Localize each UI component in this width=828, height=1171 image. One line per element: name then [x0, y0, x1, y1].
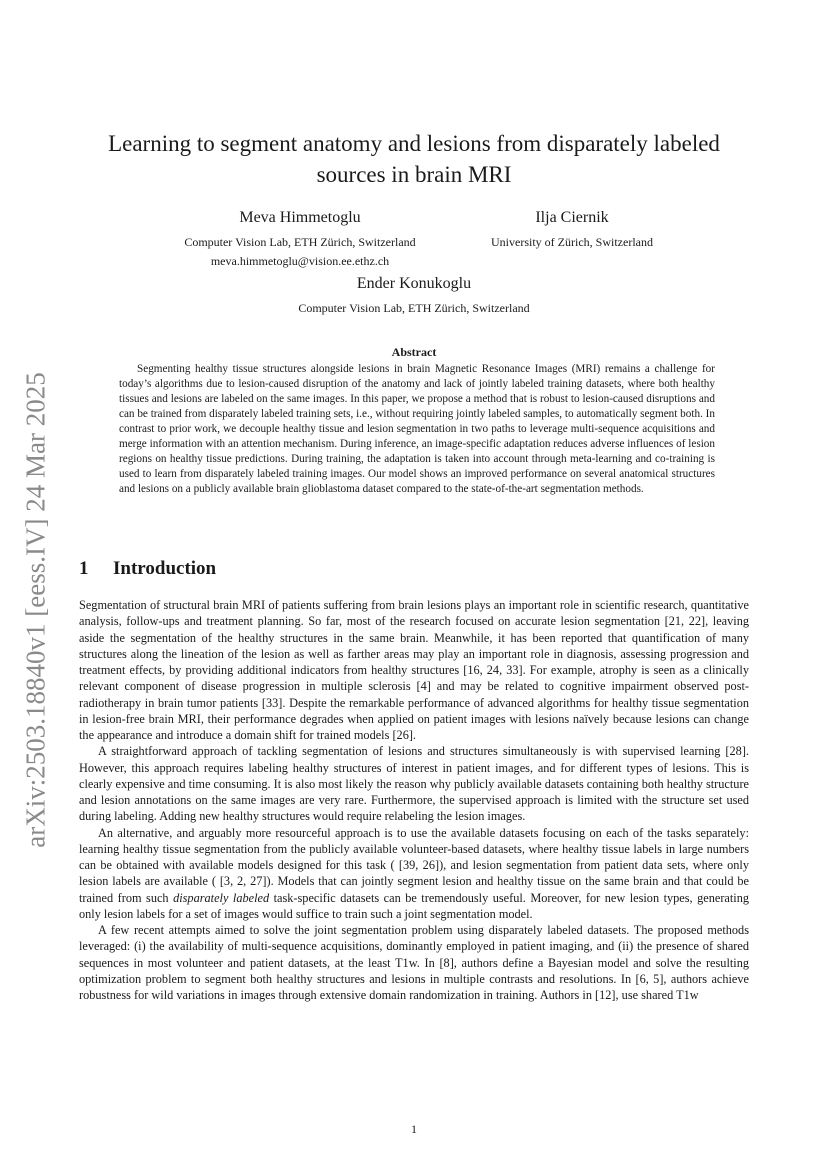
abstract-heading: Abstract — [391, 345, 437, 359]
author-name: Ender Konukoglu — [356, 275, 472, 292]
paragraph: A straightforward approach of tackling segmentation of lesions and structures simultaneously is with supervised learning [28]. However, this approach requires labeling healthy structures of interest in patient images, and for different types of lesions. This is clearly expensive and time consuming. It is also most likely the reason why publicly available datasets containing both healthy structure and lesion annotations on the same images are very rare. Furthermore, the supervised approach is limited with the structure set used during labeling. Adding new healthy structures would require relabeling the lesion images. — [79, 744, 750, 824]
page-number: 1 — [411, 1122, 417, 1136]
paragraph: A few recent attempts aimed to solve the joint segmentation problem using disparately labeled datasets. The proposed methods leveraged: (i) the availability of multi-sequence acquisitions, dominantly employed in patient imaging, and (ii) the presence of shared sequences in most volunteer and patient datasets, at the least T1w. In [8], authors define a Bayesian model and solve the resulting optimization problem to segment both healthy structures and lesions in multiple contrasts and resolutions. In [6, 5], authors achieve robustness for wild variations in images through extensive domain randomization in training. Authors in [12], use shared T1w — [79, 923, 749, 1002]
paragraph-text: task-specific datasets can be tremendously useful. Moreover, for new lesion types, generating only lesion labels for a set of images would suffice to train such a joint segmentation model. — [79, 890, 750, 921]
author-block-1 — [150, 208, 450, 271]
section-number: 1 — [79, 558, 89, 579]
author-affiliation: University of Zürich, Switzerland — [491, 235, 653, 249]
author-affiliation: Computer Vision Lab, ETH Zürich, Switzerland — [184, 235, 416, 249]
arxiv-identifier-stamp: arXiv:2503.18840v1 [eess.IV] 24 Mar 2025 — [20, 372, 51, 848]
author-name: Ilja Ciernik — [535, 209, 609, 226]
paragraph: Segmentation of structural brain MRI of patients suffering from brain lesions plays an important role in scientific research, quantitative analysis, follow-ups and treatment planning. So far, most of the research focused on accurate lesion segmentation [21, 22], leaving aside the segmentation of the healthy structures in the same brain. Meanwhile, it has been reported that quantification of many structures along the lineation of the lesion as well as farther areas may play an important role in diagnosis, assessing progression and treatment effects, by providing additional indicators from healthy structures [16, 24, 33]. For example, atrophy is seen as a clinically relevant component of disease progression in multiple sclerosis [4] and may be related to cognitive impairment observed post-radiotherapy in brain tumor patients [33]. Despite the remarkable performance of advanced algorithms for healthy tissue segmentation in lesion-free brain MRI, their performance degrades when applied on patient images with lesions naïvely because lesions can change the appearance and introduce a domain shift for trained models [26]. — [79, 598, 749, 742]
section-heading — [79, 558, 216, 580]
section-title: Introduction — [113, 558, 217, 579]
author-email: meva.himmetoglu@vision.ee.ethz.ch — [210, 254, 390, 268]
abstract-text: Segmenting healthy tissue structures alongside lesions in brain Magnetic Resonance Images (MRI) remains a challenge for today’s algorithms due to lesion-caused disruption of the anatomy and lack of jointly labeled training datasets, where both healthy tissues and lesions are labeled on the same images. In this paper, we propose a method that is robust to lesion-caused disruptions and can be trained from disparately labeled training sets, i.e., without requiring jointly labeled samples, to automatically segment both. In contrast to prior work, we decouple healthy tissue and lesion segmentation in two paths to leverage multi-sequence acquisitions and merge information with an attention mechanism. During inference, an image-specific adaptation reduces adverse influences of lesion regions on healthy tissue predictions. During training, the adaptation is taken into account through meta-learning and co-training is used to learn from disparately labeled training images. Our model shows an improved performance on several anatomical structures and lesions on a publicly available brain glioblastoma dataset compared to the state-of-the-art segmentation methods. — [119, 363, 715, 495]
introduction-body — [79, 597, 749, 1003]
paragraph — [79, 825, 749, 923]
author-block-2 — [462, 208, 682, 252]
paper-title: Learning to segment anatomy and lesions from disparately labeled sources in brain MRI — [108, 131, 720, 187]
paragraph-text: An alternative, and arguably more resourceful approach is to use the available datasets focusing on each of the tasks separately: learning healthy tissue segmentation from the publicly available volunteer-based datasets, where healthy tissue labels in large numbers can be obtained with available models designed for this task ( [39, 26]), and lesion segmentation from patient data sets, where only lesion labels are available ( [3, 2, 27]). Models that can jointly segment lesion and healthy tissue on the same brain and that could be trained from such — [79, 825, 749, 905]
author-name: Meva Himmetoglu — [239, 209, 361, 226]
author-affiliation: Computer Vision Lab, ETH Zürich, Switzerland — [298, 301, 530, 315]
emphasized-term: disparately labeled — [173, 890, 270, 905]
author-block-3 — [264, 274, 564, 318]
